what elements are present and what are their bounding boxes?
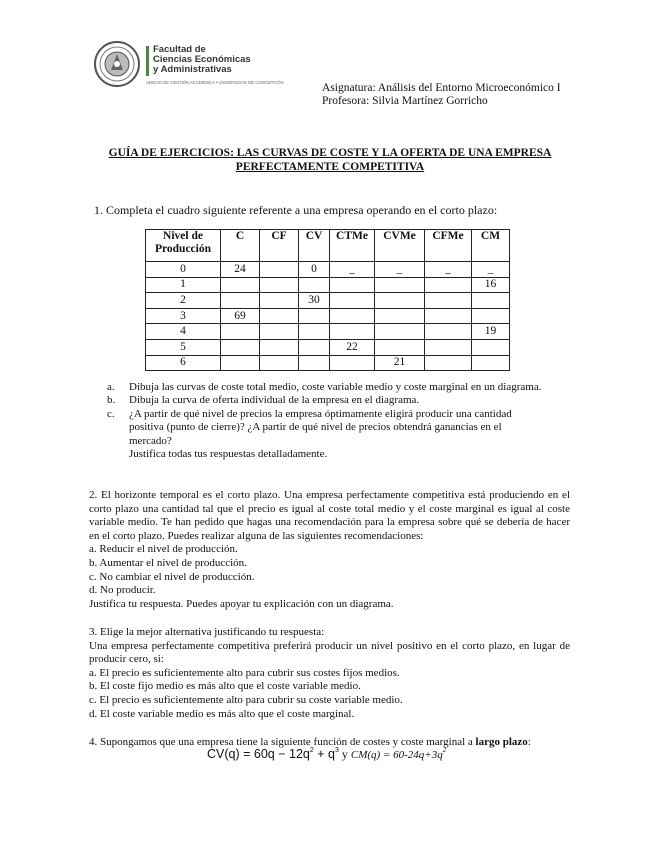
cost-table: [145, 229, 510, 371]
cv-formula: [207, 747, 339, 761]
table-cell: 5: [146, 339, 221, 355]
cm-text: CM(q) = 60-24q+3q: [350, 749, 443, 761]
table-cell: [472, 308, 510, 324]
header-cell: C: [221, 230, 260, 262]
question-3-statement: Una empresa perfectamente competitiva preferirá producir un nivel positivo en el corto plazo, en lugar de producir cero, si:: [89, 639, 570, 666]
header-cell: CTMe: [330, 230, 375, 262]
table-cell: [375, 308, 425, 324]
option-a: a. Reducir el nivel de producción.: [89, 543, 238, 556]
table-cell: [221, 293, 260, 309]
table-cell: [425, 324, 472, 340]
table-cell: [472, 339, 510, 355]
table-cell: [299, 339, 330, 355]
table-cell: 6: [146, 355, 221, 371]
table-row: [146, 339, 510, 355]
header-cell: CV: [299, 230, 330, 262]
header-cell: CM: [472, 230, 510, 262]
table-cell: [330, 324, 375, 340]
list-item: [107, 381, 547, 394]
table-cell: [425, 277, 472, 293]
question-1-text: 1. Completa el cuadro siguiente referente a una empresa operando en el corto plazo:: [94, 203, 498, 217]
question-3: [89, 626, 570, 721]
table-cell: [260, 339, 299, 355]
professor-line: Profesora: Silvia Martínez Gorricho: [322, 95, 488, 107]
logo-line-1: Facultad de: [153, 44, 206, 55]
table-cell: 30: [299, 293, 330, 309]
option-a: a. El precio es suficientemente alto para cubrir sus costes fijos medios.: [89, 666, 400, 679]
table-cell: _: [330, 262, 375, 278]
table-cell: [260, 277, 299, 293]
table-row: [146, 324, 510, 340]
table-cell: 16: [472, 277, 510, 293]
table-cell: [299, 308, 330, 324]
table-cell: 2: [146, 293, 221, 309]
q4-text-end: :: [527, 736, 531, 748]
option-d: d. No producir.: [89, 584, 156, 597]
list-item: [107, 448, 547, 461]
table-cell: 0: [146, 262, 221, 278]
table-cell: [375, 277, 425, 293]
option-d: d. El coste variable medio es más alto que el coste marginal.: [89, 707, 355, 720]
table-cell: _: [472, 262, 510, 278]
title-line-2: PERFECTAMENTE COMPETITIVA: [235, 160, 425, 173]
cost-table-body: [146, 262, 510, 371]
table-row: [146, 355, 510, 371]
table-cell: [472, 293, 510, 309]
item-text: Dibuja la curva de oferta individual de la empresa en el diagrama.: [129, 394, 420, 407]
table-cell: [425, 293, 472, 309]
table-cell: [260, 293, 299, 309]
logo-wordmark: [153, 45, 251, 74]
table-cell: [299, 277, 330, 293]
cv-lhs: CV(q) = 60q − 12q: [207, 747, 310, 761]
item-marker: b.: [107, 394, 116, 407]
course-info: [322, 82, 561, 108]
table-cell: [299, 355, 330, 371]
table-row: [146, 262, 510, 278]
table-cell: 0: [299, 262, 330, 278]
item-text: Justifica todas tus respuestas detalladamente.: [129, 448, 328, 461]
table-cell: 21: [375, 355, 425, 371]
table-cell: [260, 324, 299, 340]
table-cell: [425, 339, 472, 355]
table-cell: [221, 339, 260, 355]
table-cell: [260, 308, 299, 324]
table-cell: 24: [221, 262, 260, 278]
option-c: c. El precio es suficientemente alto para cubrir su coste variable medio.: [89, 693, 403, 706]
table-cell: [375, 324, 425, 340]
logo-accent-bar: [146, 46, 149, 76]
list-item: [107, 394, 547, 407]
table-cell: _: [425, 262, 472, 278]
table-cell: 1: [146, 277, 221, 293]
cv-mid: + q: [313, 747, 335, 761]
option-b: b. Aumentar el nivel de producción.: [89, 556, 247, 569]
list-item: [107, 408, 547, 448]
table-row: [146, 308, 510, 324]
item-marker: c.: [107, 407, 115, 420]
item-text: ¿A partir de qué nivel de precios la empresa óptimamente eligirá producir una cantidad positiva (punto de cierre)? ¿A partir de qué nivel de precios obtendrá ganancias en el mercado?: [129, 407, 512, 447]
question-3-intro: 3. Elige la mejor alternativa justificando tu respuesta:: [89, 626, 325, 638]
question-1-subitems: [107, 381, 547, 461]
table-cell: [221, 277, 260, 293]
table-cell: 4: [146, 324, 221, 340]
cv-exponent-1: 2: [309, 747, 314, 754]
subject-line: Asignatura: Análisis del Entorno Microeconómico I: [322, 82, 561, 94]
table-cell: [260, 262, 299, 278]
logo-subtitle: UNIDAD DE GESTIÓN ACADÉMICA • UNIVERSIDAD DE CONCEPCIÓN: [146, 80, 284, 85]
question-2-intro: 2. El horizonte temporal es el corto plazo. Una empresa perfectamente competitiva está produciendo en el corto plazo una cantidad tal que el precio es igual al coste total medio y el coste marginal es igual al coste variable medio. Te han pedido que hagas una recomendación para la empresa sobre qué se debería de hacer en el corto plazo. Puedes realizar alguna de las siguientes recomendaciones:: [89, 489, 570, 542]
option-b: b. El coste fijo medio es más alto que el coste variable medio.: [89, 680, 361, 693]
table-cell: [221, 355, 260, 371]
item-marker: a.: [107, 381, 115, 393]
table-cell: [472, 355, 510, 371]
table-cell: [330, 277, 375, 293]
logo-line-3: y Administrativas: [153, 63, 232, 75]
table-cell: [260, 355, 299, 371]
cv-exponent-2: 3: [334, 747, 339, 754]
page-title: [60, 147, 600, 174]
q4-text: 4. Supongamos que una empresa tiene la siguiente función de costes y coste marginal a: [89, 736, 476, 748]
cost-formula: [207, 748, 446, 763]
table-cell: [375, 293, 425, 309]
table-cell: [425, 355, 472, 371]
q4-bold-term: largo plazo: [475, 736, 528, 748]
table-cell: 69: [221, 308, 260, 324]
header-cell: Nivel de Producción: [146, 230, 221, 262]
item-text: Dibuja las curvas de coste total medio, coste variable medio y coste marginal en un diagrama.: [129, 381, 542, 393]
table-cell: [375, 339, 425, 355]
table-cell: [330, 355, 375, 371]
cm-exponent: 2: [442, 746, 447, 754]
table-cell: [425, 308, 472, 324]
table-cell: [221, 324, 260, 340]
cost-table-header-row: [146, 230, 510, 262]
formula-connector: y: [338, 747, 351, 761]
cm-formula: [350, 746, 447, 761]
header-cell: CFMe: [425, 230, 472, 262]
table-row: [146, 293, 510, 309]
table-cell: [299, 324, 330, 340]
question-2: [89, 489, 570, 611]
table-cell: 3: [146, 308, 221, 324]
faculty-logo: [93, 40, 284, 90]
table-row: [146, 277, 510, 293]
header-cell: CVMe: [375, 230, 425, 262]
title-line-1: GUÍA DE EJERCICIOS: LAS CURVAS DE COSTE Y LA OFERTA DE UNA EMPRESA: [108, 147, 552, 159]
table-cell: 22: [330, 339, 375, 355]
header-cell: CF: [260, 230, 299, 262]
table-cell: 19: [472, 324, 510, 340]
table-cell: [330, 293, 375, 309]
table-cell: [330, 308, 375, 324]
question-2-closing: Justifica tu respuesta. Puedes apoyar tu explicación con un diagrama.: [89, 597, 394, 610]
option-c: c. No cambiar el nivel de producción.: [89, 570, 255, 583]
logo-line-2: Ciencias Económicas: [153, 53, 251, 65]
university-seal-icon: [93, 40, 141, 88]
table-cell: _: [375, 262, 425, 278]
